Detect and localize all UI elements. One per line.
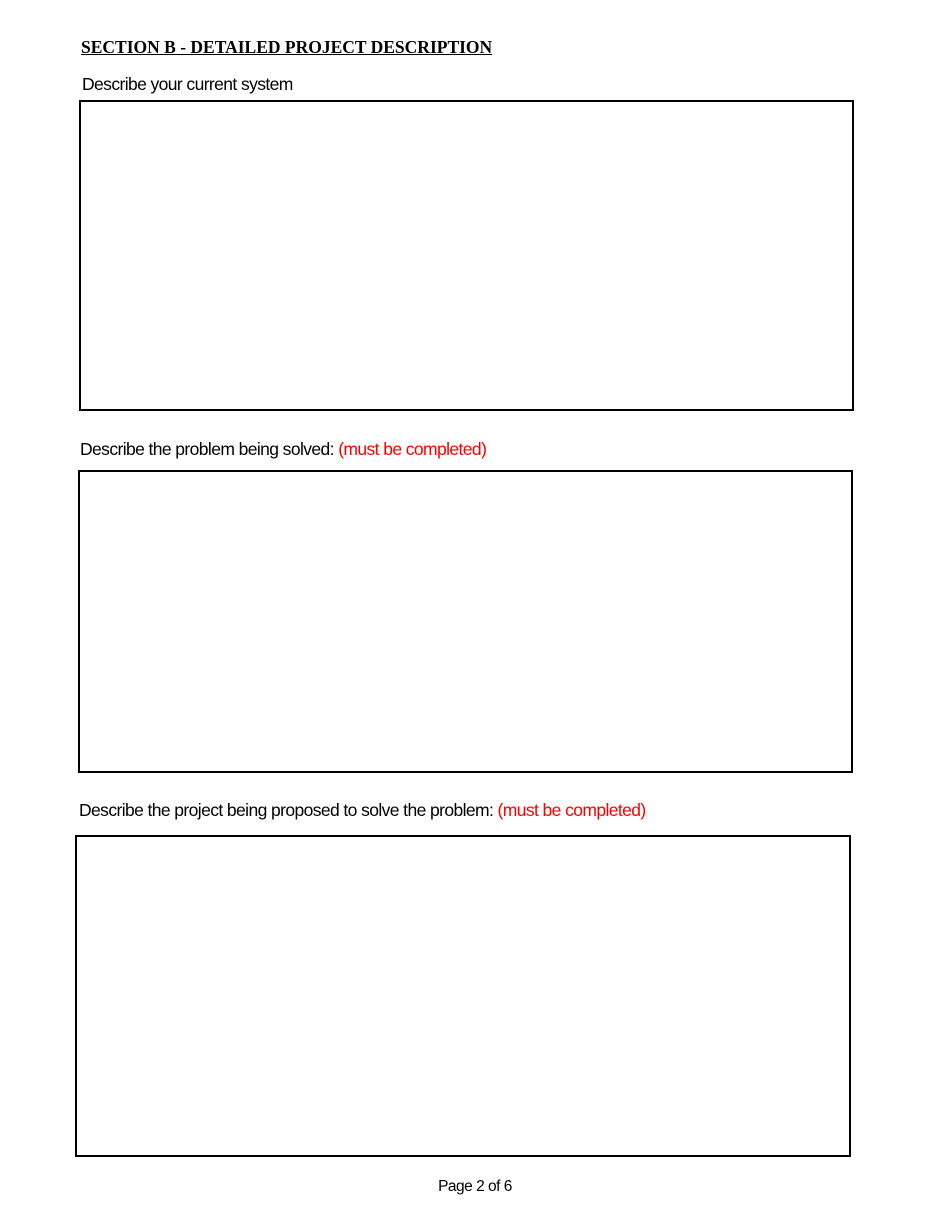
current-system-label: [82, 74, 293, 95]
required-note: (must be completed): [497, 800, 646, 820]
proposed-project-label: [79, 800, 646, 821]
problem-being-solved-label: [80, 439, 486, 460]
problem-being-solved-label-text: Describe the problem being solved:: [80, 439, 339, 459]
proposed-project-field[interactable]: [75, 835, 851, 1157]
page-number: Page 2 of 6: [438, 1178, 512, 1195]
problem-being-solved-field[interactable]: [78, 470, 853, 773]
required-note: (must be completed): [338, 439, 487, 459]
proposed-project-label-text: Describe the project being proposed to solve the problem:: [79, 800, 498, 820]
current-system-field[interactable]: [79, 100, 854, 411]
section-title: SECTION B - DETAILED PROJECT DESCRIPTION: [81, 37, 493, 57]
current-system-label-text: Describe your current system: [82, 74, 293, 94]
